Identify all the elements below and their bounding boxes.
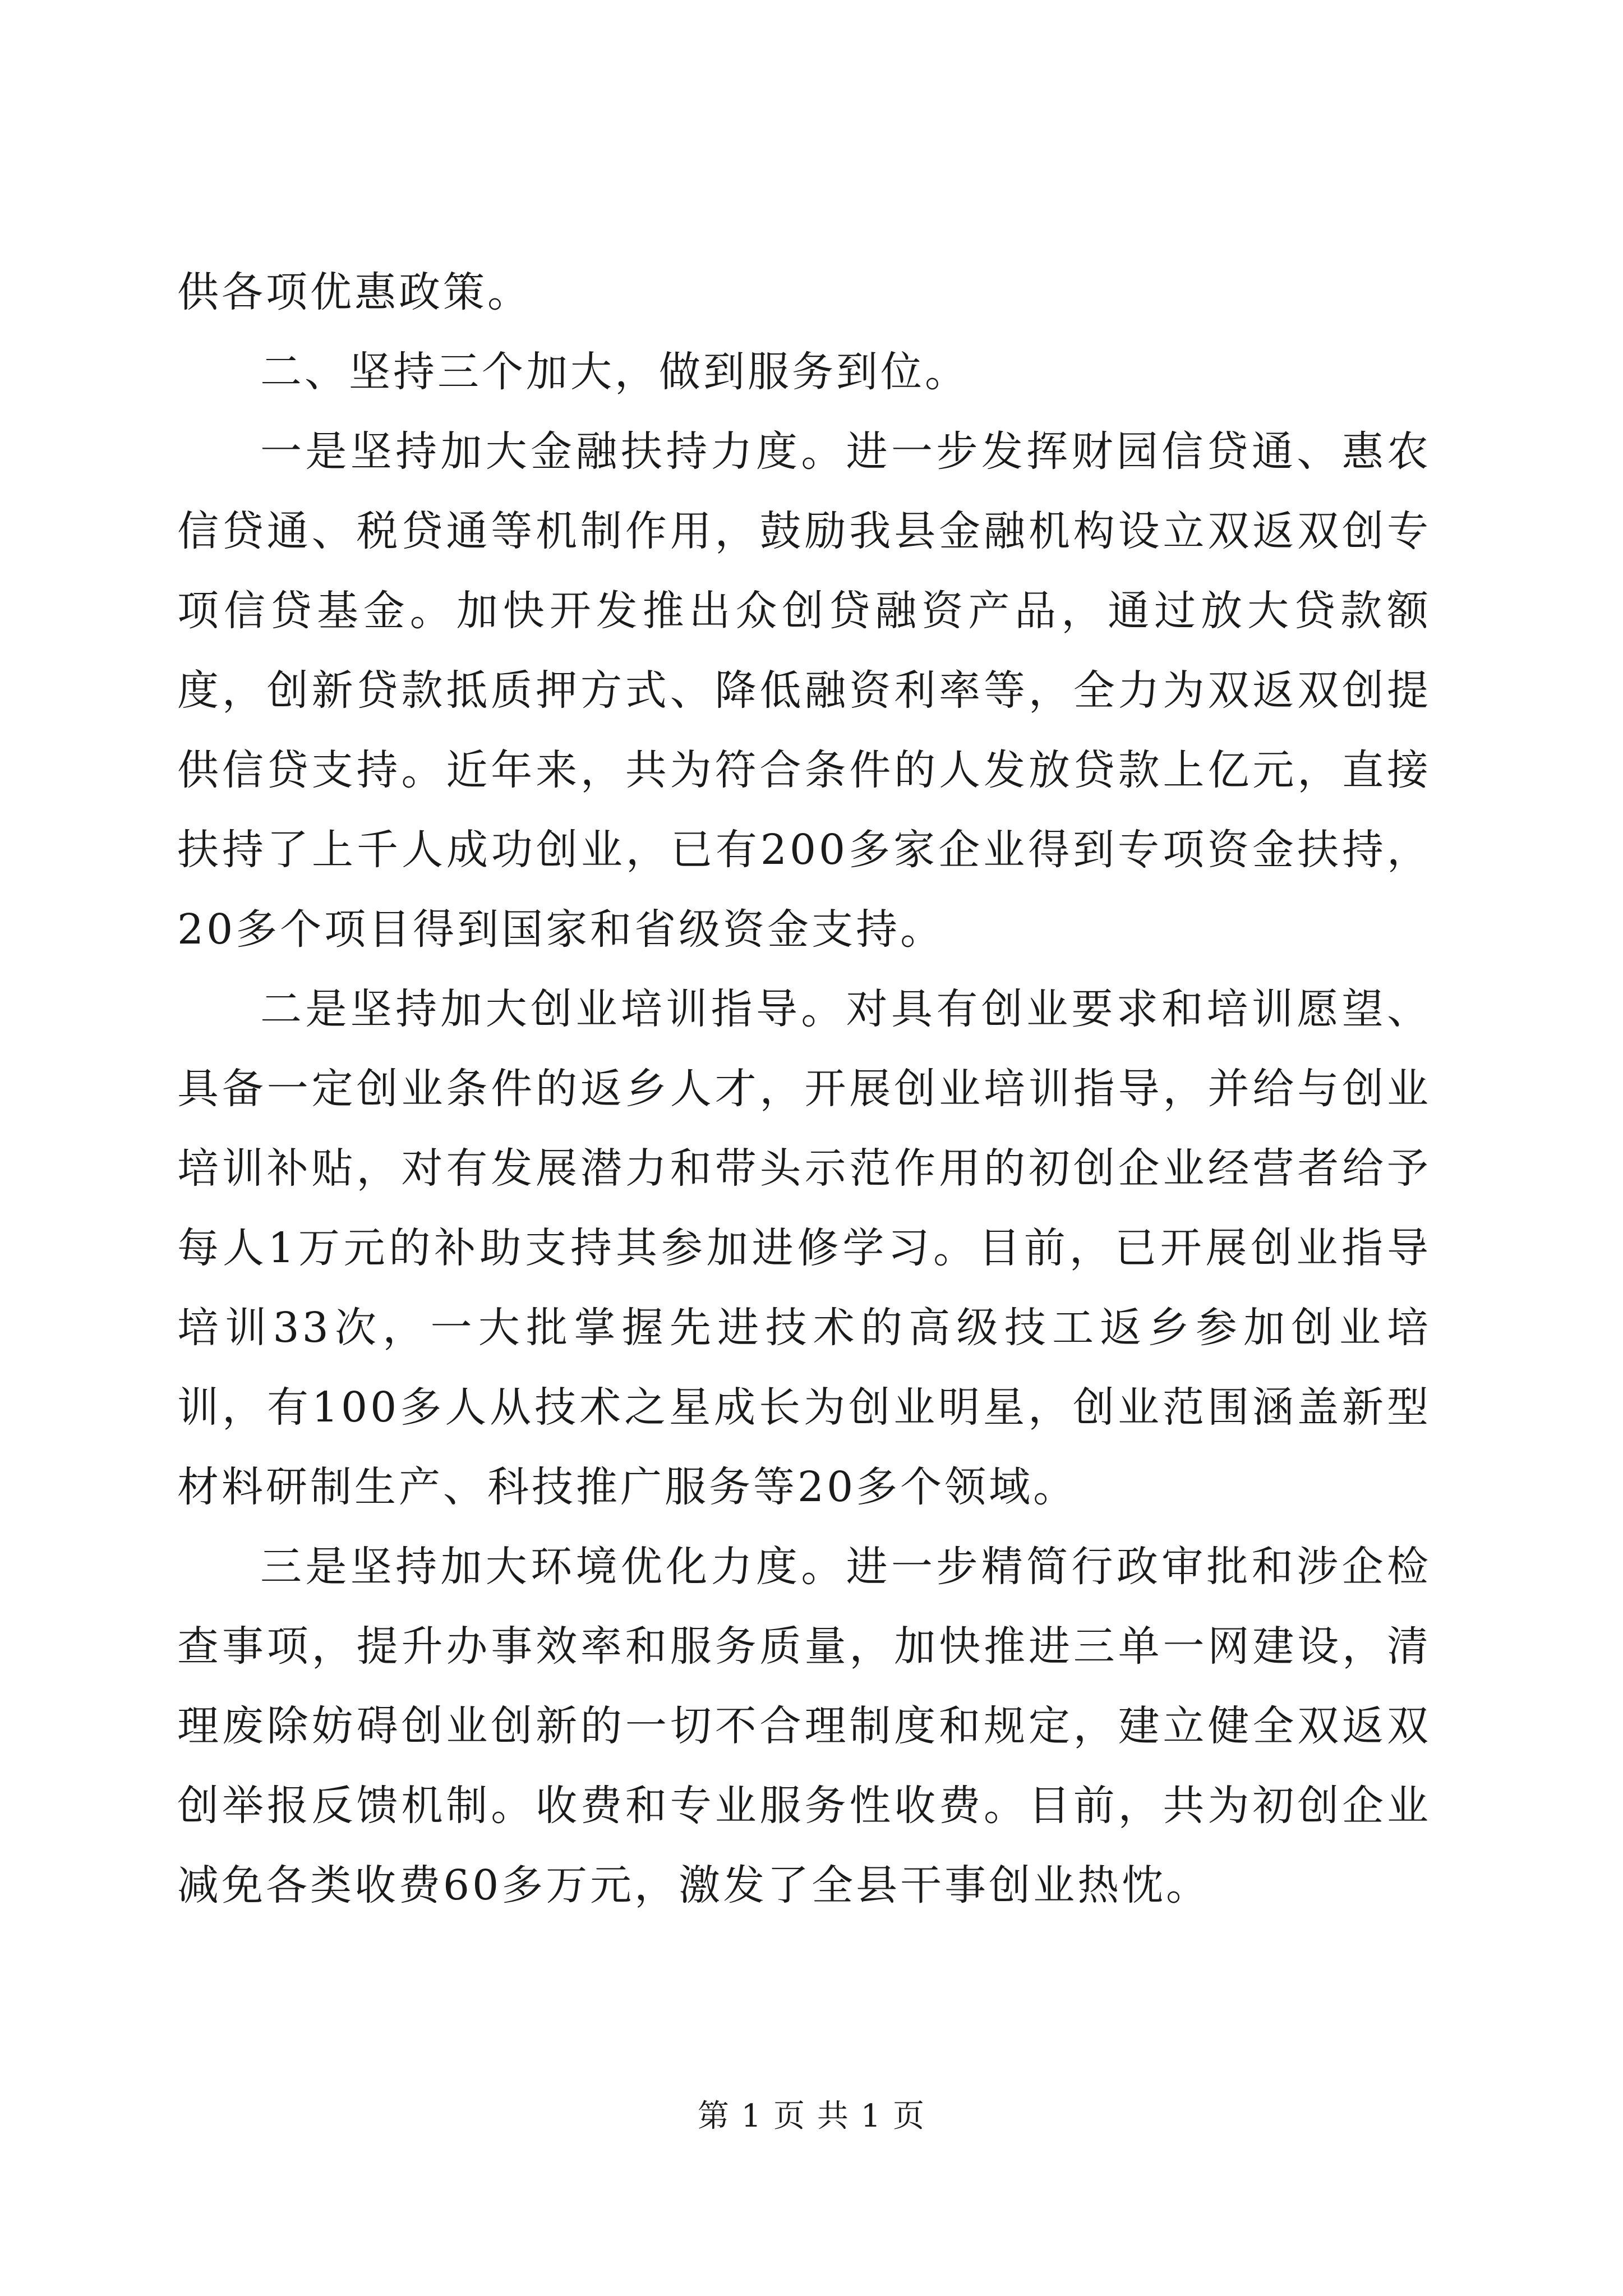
paragraph-financial-support: 一是坚持加大金融扶持力度。进一步发挥财园信贷通、惠农信贷通、税贷通等机制作用，鼓励我县金融机构设立双返双创专项信贷基金。加快开发推出众创贷融资产品，通过放大贷款额度，创新贷款抵质押方式、降低融资利率等，全力为双返双创提供信贷支持。近年来，共为符合条件的人发放贷款上亿元，直接扶持了上千人成功创业，已有200多家企业得到专项资金扶持，20多个项目得到国家和省级资金支持。 [177, 427, 1431, 954]
section-heading: 二、坚持三个加大，做到服务到位。 [260, 348, 969, 396]
paragraph-continuation: 供各项优惠政策。 [177, 268, 532, 316]
paragraph-environment-optimization: 三是坚持加大环境优化力度。进一步精简行政审批和涉企检查事项，提升办事效率和服务质量，加快推进三单一网建设，清理废除妨碍创业创新的一切不合理制度和规定，建立健全双返双创举报反馈机制。收费和专业服务性收费。目前，共为初创企业减免各类收费60多万元，激发了全县干事创业热忱。 [177, 1543, 1431, 1910]
paragraph-training-guidance: 二是坚持加大创业培训指导。对具有创业要求和培训愿望、具备一定创业条件的返乡人才，开展创业培训指导，并给与创业培训补贴，对有发展潜力和带头示范作用的初创企业经营者给予每人1万元的补助支持其参加进修学习。目前，已开展创业指导培训33次，一大批掌握先进技术的高级技工返乡参加创业培训，有100多人从技术之星成长为创业明星，创业范围涵盖新型材料研制生产、科技推广服务等20多个领域。 [177, 985, 1431, 1511]
document-body [177, 252, 1431, 1925]
page-number-footer: 第 1 页 共 1 页 [697, 2098, 926, 2134]
